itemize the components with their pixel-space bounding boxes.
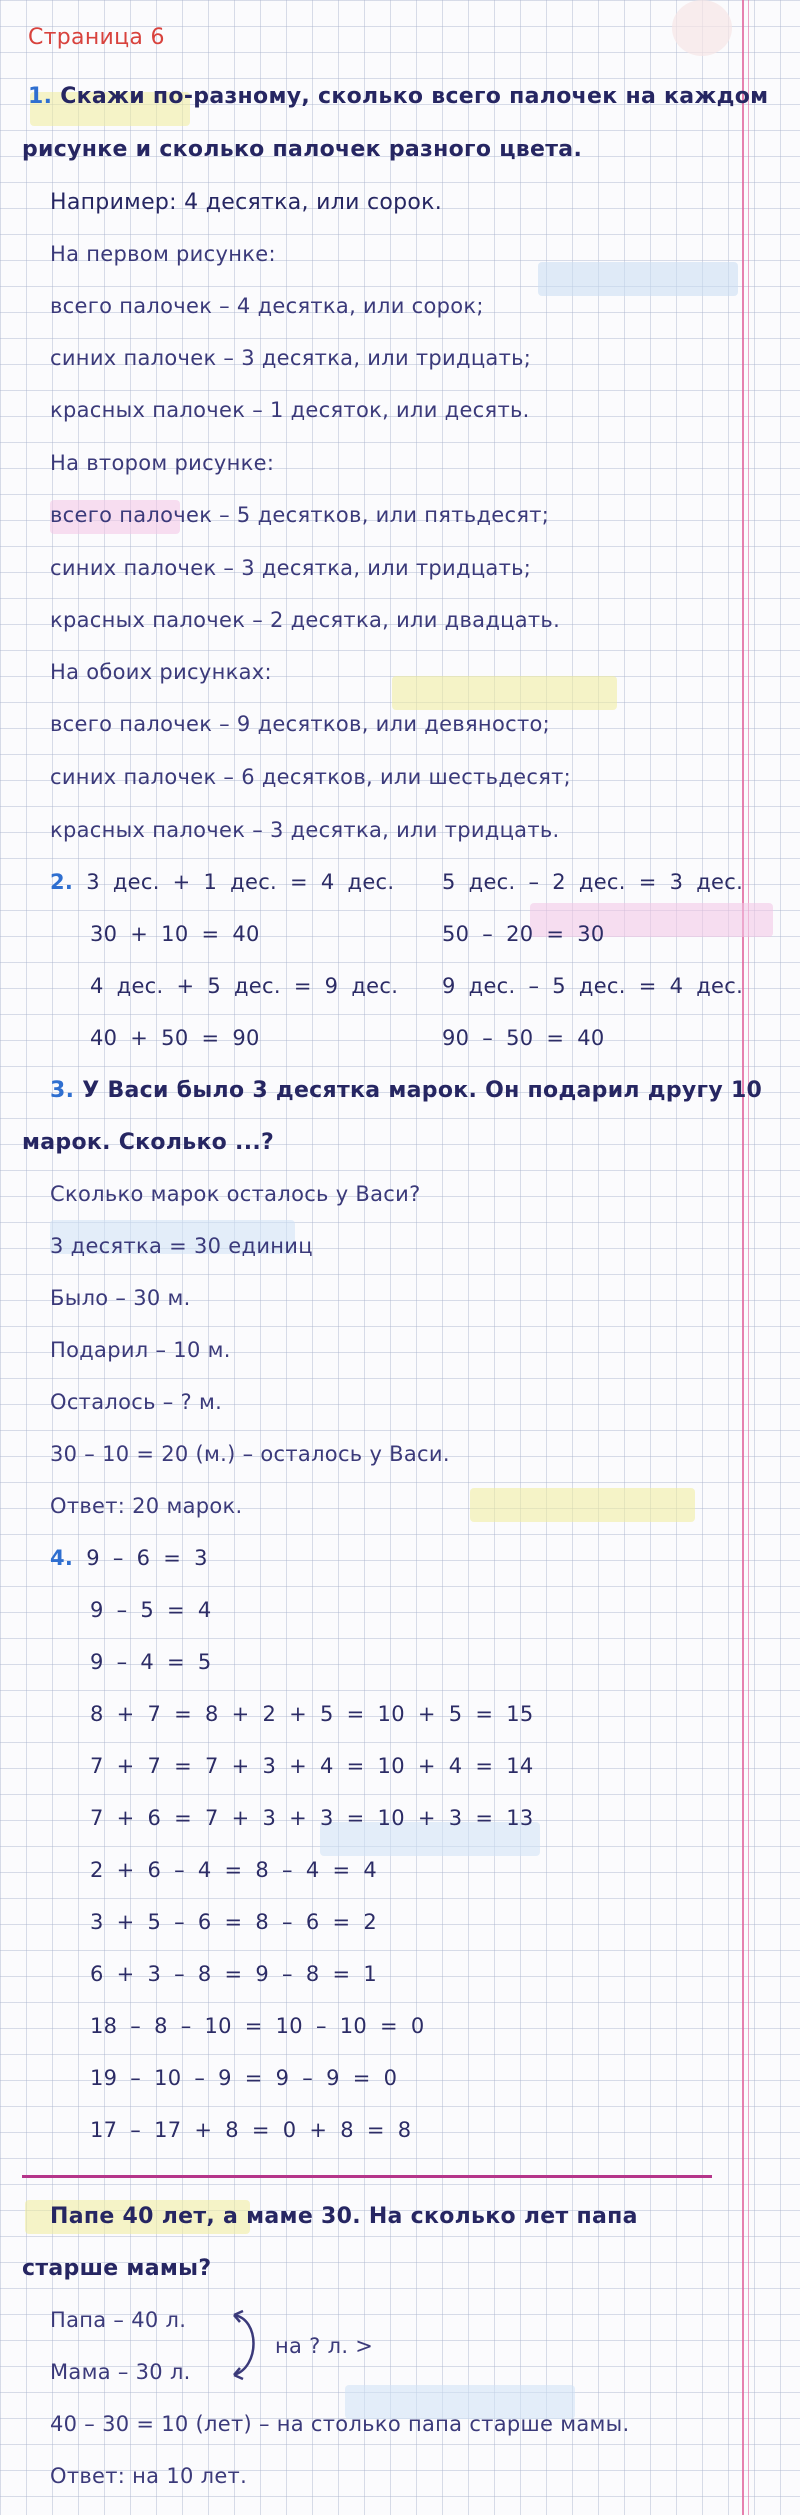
task1-line: красных палочек – 2 десятка, или двадцать. (50, 608, 561, 632)
task1-line: На обоих рисунках: (50, 660, 272, 684)
task2-row: 2. 3 дес. + 1 дес. = 4 дес. (50, 870, 395, 894)
curved-arrow-icon (226, 2307, 266, 2387)
bonus-mama: Мама – 30 л. (50, 2360, 191, 2384)
task1-line: На втором рисунке: (50, 451, 275, 475)
task2-right: 90 – 50 = 40 (442, 1026, 605, 1050)
task4-row: 7 + 6 = 7 + 3 + 3 = 10 + 3 = 13 (90, 1806, 534, 1830)
task1-line: синих палочек – 6 десятков, или шестьдесят; (50, 765, 572, 789)
logo-icon (672, 0, 732, 56)
task4-row: 4. 9 – 6 = 3 (50, 1546, 208, 1570)
task3-line1: 3. У Васи было 3 десятка марок. Он подарил другу 10 (50, 1078, 763, 1103)
task-number: 3. (50, 1078, 75, 1103)
task4-row: 7 + 7 = 7 + 3 + 4 = 10 + 4 = 14 (90, 1754, 534, 1778)
task2-right: 50 – 20 = 30 (442, 922, 605, 946)
task1-line: всего палочек – 9 десятков, или девяносто; (50, 712, 550, 736)
bonus-solution: 40 – 30 = 10 (лет) – на столько папа старше мамы. (50, 2412, 630, 2436)
margin-line-secondary (748, 0, 749, 2515)
task-number: 2. (50, 870, 74, 894)
watermark (392, 676, 617, 710)
task3-line: Сколько марок осталось у Васи? (50, 1182, 421, 1206)
watermark (470, 1488, 695, 1522)
task2-right: 5 дес. – 2 дес. = 3 дес. (442, 870, 744, 894)
task3-line: Ответ: 20 марок. (50, 1494, 243, 1518)
task-number: 1. (28, 84, 53, 109)
margin-line (742, 0, 744, 2515)
task4-row: 6 + 3 – 8 = 9 – 8 = 1 (90, 1962, 378, 1986)
bonus-answer: Ответ: на 10 лет. (50, 2464, 248, 2488)
task1-line: всего палочек – 5 десятков, или пятьдесят; (50, 503, 550, 527)
task1-line: всего палочек – 4 десятка, или сорок; (50, 294, 484, 318)
task3-line: 3 десятка = 30 единиц (50, 1234, 313, 1258)
task2-left: 40 + 50 = 90 (90, 1026, 260, 1050)
task4-row: 3 + 5 – 6 = 8 – 6 = 2 (90, 1910, 378, 1934)
task4-row: 19 – 10 – 9 = 9 – 9 = 0 (90, 2066, 398, 2090)
bonus-line1: Папе 40 лет, а маме 30. На сколько лет папа (50, 2204, 638, 2229)
task3-line: Подарил – 10 м. (50, 1338, 231, 1362)
task4-row: 18 – 8 – 10 = 10 – 10 = 0 (90, 2014, 425, 2038)
task4-row: 9 – 4 = 5 (90, 1650, 212, 1674)
bonus-line2: старше мамы? (22, 2256, 212, 2281)
task3-line: 30 – 10 = 20 (м.) – осталось у Васи. (50, 1442, 450, 1466)
task2-right: 9 дес. – 5 дес. = 4 дес. (442, 974, 744, 998)
bonus-papa: Папа – 40 л. (50, 2308, 187, 2332)
task4-row: 17 – 17 + 8 = 0 + 8 = 8 (90, 2118, 412, 2142)
section-separator (22, 2175, 712, 2178)
watermark (538, 262, 738, 296)
bonus-compare: на ? л. > (275, 2334, 374, 2358)
task4-row: 2 + 6 – 4 = 8 – 4 = 4 (90, 1858, 378, 1882)
task4-row: 9 – 5 = 4 (90, 1598, 212, 1622)
task2-left: 4 дес. + 5 дес. = 9 дес. (90, 974, 399, 998)
task1-line: красных палочек – 1 десяток, или десять. (50, 398, 530, 422)
task1-line2: рисунке и сколько палочек разного цвета. (22, 137, 583, 162)
task1-line1: 1. Скажи по-разному, сколько всего палочек на каждом (28, 84, 769, 109)
task-number: 4. (50, 1546, 74, 1570)
task1-line: красных палочек – 3 десятка, или тридцать. (50, 818, 560, 842)
task4-row: 8 + 7 = 8 + 2 + 5 = 10 + 5 = 15 (90, 1702, 534, 1726)
task3-line: Осталось – ? м. (50, 1390, 223, 1414)
task1-line: синих палочек – 3 десятка, или тридцать; (50, 346, 532, 370)
task1-line: синих палочек – 3 десятка, или тридцать; (50, 556, 532, 580)
task3-line: Было – 30 м. (50, 1286, 191, 1310)
task3-line2: марок. Сколько ...? (22, 1130, 275, 1155)
task2-left: 30 + 10 = 40 (90, 922, 260, 946)
task1-line: На первом рисунке: (50, 242, 276, 266)
task1-example: Например: 4 десятка, или сорок. (50, 190, 443, 215)
page-title: Страница 6 (28, 25, 165, 50)
